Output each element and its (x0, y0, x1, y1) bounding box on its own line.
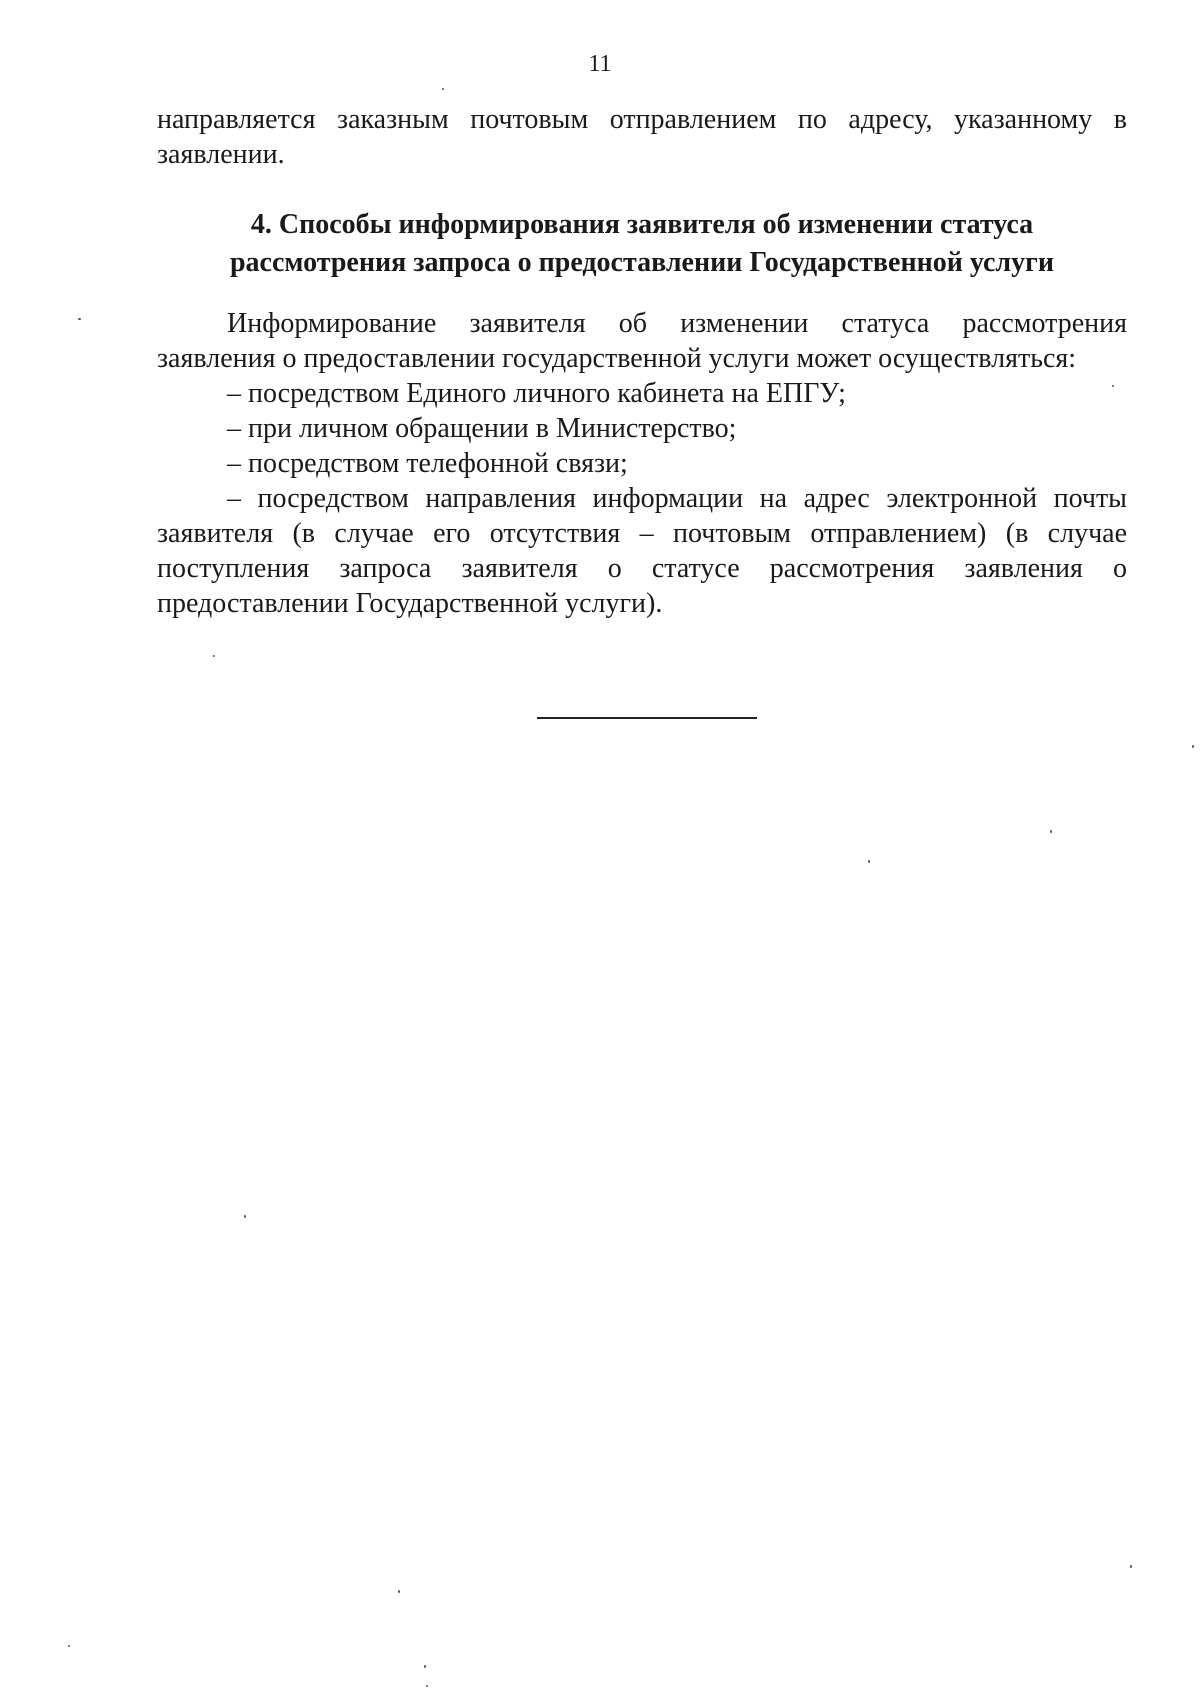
scan-speck (1130, 1565, 1132, 1568)
list-item: – при личном обращении в Министерство; (227, 413, 737, 444)
scan-speck (398, 1590, 400, 1593)
intro-line-2: заявлении. (157, 139, 285, 170)
scan-speck (1050, 830, 1052, 833)
end-divider-line (537, 717, 757, 719)
scan-speck (442, 88, 444, 90)
list-item-last-line-3: поступления запроса заявителя о статусе рассмотрения заявления о (157, 553, 1127, 584)
scan-speck (868, 860, 870, 863)
body-paragraph (157, 306, 1127, 621)
body-line-2: заявления о предоставлении государственной услуги может осуществляться: (157, 343, 1077, 374)
scan-speck (78, 318, 81, 320)
intro-paragraph (157, 102, 1127, 172)
scan-speck (424, 1665, 426, 1668)
scan-speck (426, 1685, 428, 1687)
list-item-last-line-1: – посредством направления информации на адрес электронной почты (227, 483, 1127, 514)
scan-speck (68, 1645, 70, 1647)
scan-speck (213, 655, 215, 657)
list-item: – посредством Единого личного кабинета на ЕПГУ; (227, 378, 846, 409)
section-heading-line-2: рассмотрения запроса о предоставлении Государственной услуги (229, 247, 1054, 278)
list-item: – посредством телефонной связи; (227, 448, 628, 479)
scan-speck (1192, 745, 1194, 748)
list-item-last-line-4: предоставлении Государственной услуги). (157, 588, 663, 619)
list-item-last-line-2: заявителя (в случае его отсутствия – почтовым отправлением) (в случае (157, 518, 1127, 549)
section-heading (157, 206, 1127, 282)
section-heading-line-1: 4. Способы информирования заявителя об изменении статуса (250, 209, 1034, 240)
scan-speck (1112, 385, 1114, 387)
scan-speck (244, 1215, 246, 1218)
intro-line-1: направляется заказным почтовым отправлением по адресу, указанному в (157, 104, 1127, 135)
page-number: 11 (588, 51, 612, 77)
body-line-1: Информирование заявителя об изменении статуса рассмотрения (227, 308, 1127, 339)
